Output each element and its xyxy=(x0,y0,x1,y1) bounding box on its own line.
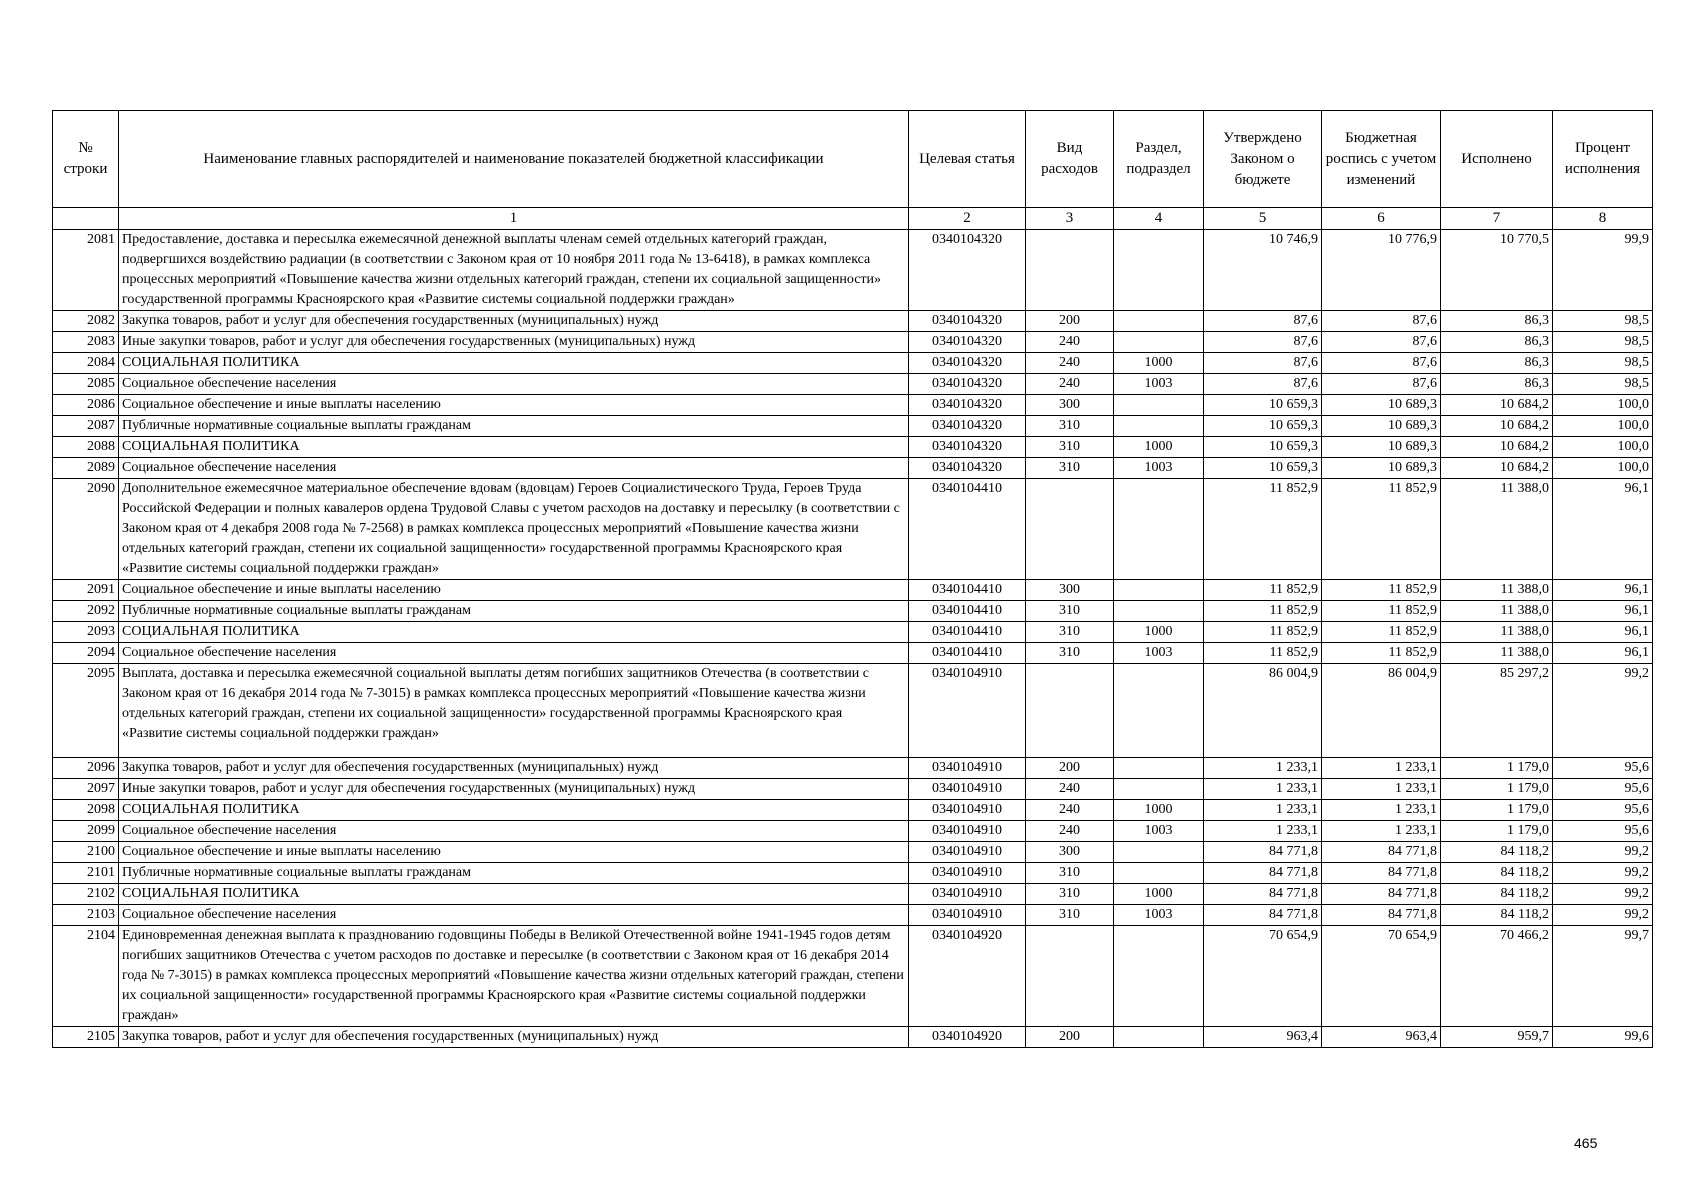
executed-cell: 1 179,0 xyxy=(1441,758,1553,779)
table-row xyxy=(53,905,1653,926)
section-cell xyxy=(1114,926,1204,1027)
section-cell xyxy=(1114,842,1204,863)
table-body xyxy=(53,230,1653,1048)
expense-type-cell: 310 xyxy=(1026,416,1114,437)
executed-cell: 10 684,2 xyxy=(1441,458,1553,479)
header-approved: Утверждено Законом о бюджете xyxy=(1204,111,1322,208)
column-number: 4 xyxy=(1114,208,1204,230)
table-row xyxy=(53,664,1653,758)
header-expense-type: Вид расходов xyxy=(1026,111,1114,208)
section-cell xyxy=(1114,580,1204,601)
percent-cell: 96,1 xyxy=(1553,643,1653,664)
row-number-cell: 2087 xyxy=(53,416,119,437)
executed-cell: 1 179,0 xyxy=(1441,800,1553,821)
expense-type-cell: 300 xyxy=(1026,842,1114,863)
percent-cell: 99,2 xyxy=(1553,884,1653,905)
row-number-cell: 2088 xyxy=(53,437,119,458)
table-row xyxy=(53,437,1653,458)
executed-cell: 11 388,0 xyxy=(1441,580,1553,601)
executed-cell: 84 118,2 xyxy=(1441,842,1553,863)
table-row xyxy=(53,758,1653,779)
name-cell: Закупка товаров, работ и услуг для обеспечения государственных (муниципальных) нужд xyxy=(119,311,909,332)
percent-cell: 99,2 xyxy=(1553,664,1653,758)
target-article-cell: 0340104910 xyxy=(909,800,1026,821)
percent-cell: 99,2 xyxy=(1553,863,1653,884)
target-article-cell: 0340104410 xyxy=(909,643,1026,664)
approved-cell: 1 233,1 xyxy=(1204,800,1322,821)
row-number-cell: 2086 xyxy=(53,395,119,416)
name-cell: Дополнительное ежемесячное материальное обеспечение вдовам (вдовцам) Героев Социалистического Труда, Героев Труда Российской Федерации и полных кавалеров ордена Трудовой Славы с учетом расходов на доставку и пересылку (в соответствии с Законом края от 4 декабря 2008 года № 7-2568) в рамках комплекса процессных мероприятий «Повышение качества жизни отдельных категорий граждан, степени их социальной защищенности» государственной программы Красноярского края «Развитие системы социальной поддержки граждан» xyxy=(119,479,909,580)
budget-list-cell: 84 771,8 xyxy=(1322,863,1441,884)
percent-cell: 95,6 xyxy=(1553,779,1653,800)
executed-cell: 10 770,5 xyxy=(1441,230,1553,311)
percent-cell: 95,6 xyxy=(1553,758,1653,779)
target-article-cell: 0340104910 xyxy=(909,664,1026,758)
column-number: 7 xyxy=(1441,208,1553,230)
row-number-cell: 2094 xyxy=(53,643,119,664)
column-number: 8 xyxy=(1553,208,1653,230)
percent-cell: 98,5 xyxy=(1553,332,1653,353)
budget-list-cell: 11 852,9 xyxy=(1322,643,1441,664)
percent-cell: 99,6 xyxy=(1553,1027,1653,1048)
executed-cell: 86,3 xyxy=(1441,374,1553,395)
header-row-number: № строки xyxy=(53,111,119,208)
name-cell: Выплата, доставка и пересылка ежемесячной социальной выплаты детям погибших защитников Отечества (в соответствии с Законом края от 16 декабря 2014 года № 7-3015) в рамках комплекса процессных мероприятий «Повышение качества жизни отдельных категорий граждан, степени их социальной защищенности» государственной программы Красноярского края «Развитие системы социальной поддержки граждан» xyxy=(119,664,909,758)
expense-type-cell: 300 xyxy=(1026,580,1114,601)
expense-type-cell: 310 xyxy=(1026,601,1114,622)
approved-cell: 84 771,8 xyxy=(1204,905,1322,926)
table-row xyxy=(53,863,1653,884)
executed-cell: 10 684,2 xyxy=(1441,437,1553,458)
executed-cell: 84 118,2 xyxy=(1441,863,1553,884)
section-cell xyxy=(1114,1027,1204,1048)
approved-cell: 84 771,8 xyxy=(1204,863,1322,884)
expense-type-cell: 240 xyxy=(1026,374,1114,395)
target-article-cell: 0340104320 xyxy=(909,374,1026,395)
header-target-article: Целевая статья xyxy=(909,111,1026,208)
executed-cell: 11 388,0 xyxy=(1441,601,1553,622)
table-row xyxy=(53,353,1653,374)
expense-type-cell xyxy=(1026,664,1114,758)
section-cell: 1000 xyxy=(1114,800,1204,821)
budget-list-cell: 1 233,1 xyxy=(1322,779,1441,800)
approved-cell: 84 771,8 xyxy=(1204,842,1322,863)
approved-cell: 1 233,1 xyxy=(1204,821,1322,842)
percent-cell: 98,5 xyxy=(1553,311,1653,332)
section-cell xyxy=(1114,664,1204,758)
executed-cell: 10 684,2 xyxy=(1441,395,1553,416)
name-cell: Социальное обеспечение и иные выплаты населению xyxy=(119,580,909,601)
target-article-cell: 0340104320 xyxy=(909,395,1026,416)
expense-type-cell: 200 xyxy=(1026,311,1114,332)
section-cell xyxy=(1114,311,1204,332)
target-article-cell: 0340104410 xyxy=(909,580,1026,601)
percent-cell: 99,2 xyxy=(1553,842,1653,863)
section-cell xyxy=(1114,230,1204,311)
section-cell: 1003 xyxy=(1114,643,1204,664)
budget-list-cell: 84 771,8 xyxy=(1322,884,1441,905)
section-cell xyxy=(1114,601,1204,622)
section-cell xyxy=(1114,416,1204,437)
target-article-cell: 0340104320 xyxy=(909,311,1026,332)
row-number-cell: 2100 xyxy=(53,842,119,863)
header-section: Раздел, подраздел xyxy=(1114,111,1204,208)
budget-list-cell: 11 852,9 xyxy=(1322,479,1441,580)
approved-cell: 87,6 xyxy=(1204,353,1322,374)
target-article-cell: 0340104910 xyxy=(909,779,1026,800)
table-row xyxy=(53,311,1653,332)
name-cell: Социальное обеспечение населения xyxy=(119,458,909,479)
table-row xyxy=(53,458,1653,479)
percent-cell: 99,9 xyxy=(1553,230,1653,311)
expense-type-cell: 310 xyxy=(1026,437,1114,458)
section-cell xyxy=(1114,758,1204,779)
row-number-cell: 2101 xyxy=(53,863,119,884)
budget-list-cell: 87,6 xyxy=(1322,332,1441,353)
section-cell: 1000 xyxy=(1114,437,1204,458)
section-cell: 1003 xyxy=(1114,905,1204,926)
target-article-cell: 0340104410 xyxy=(909,601,1026,622)
executed-cell: 1 179,0 xyxy=(1441,821,1553,842)
section-cell: 1000 xyxy=(1114,884,1204,905)
expense-type-cell: 300 xyxy=(1026,395,1114,416)
column-number: 3 xyxy=(1026,208,1114,230)
budget-list-cell: 87,6 xyxy=(1322,353,1441,374)
header-budget-list: Бюджетная роспись с учетом изменений xyxy=(1322,111,1441,208)
row-number-cell: 2092 xyxy=(53,601,119,622)
approved-cell: 87,6 xyxy=(1204,332,1322,353)
executed-cell: 11 388,0 xyxy=(1441,643,1553,664)
target-article-cell: 0340104910 xyxy=(909,821,1026,842)
row-number-cell: 2098 xyxy=(53,800,119,821)
expense-type-cell: 240 xyxy=(1026,332,1114,353)
budget-list-cell: 84 771,8 xyxy=(1322,842,1441,863)
name-cell: Закупка товаров, работ и услуг для обеспечения государственных (муниципальных) нужд xyxy=(119,1027,909,1048)
approved-cell: 87,6 xyxy=(1204,311,1322,332)
table-row xyxy=(53,416,1653,437)
name-cell: СОЦИАЛЬНАЯ ПОЛИТИКА xyxy=(119,800,909,821)
row-number-cell: 2095 xyxy=(53,664,119,758)
expense-type-cell: 200 xyxy=(1026,758,1114,779)
name-cell: Публичные нормативные социальные выплаты гражданам xyxy=(119,416,909,437)
budget-list-cell: 11 852,9 xyxy=(1322,580,1441,601)
budget-list-cell: 84 771,8 xyxy=(1322,905,1441,926)
table-row xyxy=(53,643,1653,664)
budget-list-cell: 10 689,3 xyxy=(1322,437,1441,458)
table-row xyxy=(53,821,1653,842)
approved-cell: 11 852,9 xyxy=(1204,479,1322,580)
budget-list-cell: 1 233,1 xyxy=(1322,821,1441,842)
expense-type-cell: 310 xyxy=(1026,458,1114,479)
percent-cell: 96,1 xyxy=(1553,601,1653,622)
target-article-cell: 0340104920 xyxy=(909,1027,1026,1048)
name-cell: Иные закупки товаров, работ и услуг для обеспечения государственных (муниципальных) нужд xyxy=(119,779,909,800)
approved-cell: 1 233,1 xyxy=(1204,779,1322,800)
approved-cell: 11 852,9 xyxy=(1204,622,1322,643)
table-row xyxy=(53,601,1653,622)
budget-list-cell: 1 233,1 xyxy=(1322,758,1441,779)
target-article-cell: 0340104320 xyxy=(909,416,1026,437)
budget-list-cell: 87,6 xyxy=(1322,374,1441,395)
target-article-cell: 0340104320 xyxy=(909,458,1026,479)
expense-type-cell: 240 xyxy=(1026,779,1114,800)
row-number-cell: 2082 xyxy=(53,311,119,332)
target-article-cell: 0340104410 xyxy=(909,622,1026,643)
name-cell: Социальное обеспечение населения xyxy=(119,643,909,664)
budget-list-cell: 1 233,1 xyxy=(1322,800,1441,821)
row-number-cell: 2104 xyxy=(53,926,119,1027)
target-article-cell: 0340104320 xyxy=(909,332,1026,353)
row-number-cell: 2103 xyxy=(53,905,119,926)
section-cell: 1003 xyxy=(1114,374,1204,395)
approved-cell: 10 659,3 xyxy=(1204,458,1322,479)
percent-cell: 98,5 xyxy=(1553,353,1653,374)
approved-cell: 86 004,9 xyxy=(1204,664,1322,758)
name-cell: Иные закупки товаров, работ и услуг для обеспечения государственных (муниципальных) нужд xyxy=(119,332,909,353)
table-row xyxy=(53,800,1653,821)
budget-list-cell: 963,4 xyxy=(1322,1027,1441,1048)
section-cell: 1000 xyxy=(1114,353,1204,374)
header-name: Наименование главных распорядителей и наименование показателей бюджетной классификации xyxy=(119,111,909,208)
section-cell: 1003 xyxy=(1114,458,1204,479)
name-cell: Предоставление, доставка и пересылка ежемесячной денежной выплаты членам семей отдельных категорий граждан, подвергшихся воздействию радиации (в соответствии с Законом края от 10 ноября 2011 года № 13-6418), в рамках комплекса процессных мероприятий «Повышение качества жизни отдельных категорий граждан, степени их социальной защищенности» государственной программы Красноярского края «Развитие системы социальной поддержки граждан» xyxy=(119,230,909,311)
executed-cell: 86,3 xyxy=(1441,332,1553,353)
name-cell: Социальное обеспечение населения xyxy=(119,905,909,926)
percent-cell: 96,1 xyxy=(1553,622,1653,643)
column-number xyxy=(53,208,119,230)
table-row xyxy=(53,842,1653,863)
executed-cell: 85 297,2 xyxy=(1441,664,1553,758)
percent-cell: 95,6 xyxy=(1553,821,1653,842)
approved-cell: 11 852,9 xyxy=(1204,580,1322,601)
target-article-cell: 0340104320 xyxy=(909,437,1026,458)
target-article-cell: 0340104910 xyxy=(909,863,1026,884)
table-row xyxy=(53,622,1653,643)
approved-cell: 84 771,8 xyxy=(1204,884,1322,905)
percent-cell: 99,2 xyxy=(1553,905,1653,926)
target-article-cell: 0340104910 xyxy=(909,905,1026,926)
percent-cell: 96,1 xyxy=(1553,479,1653,580)
target-article-cell: 0340104910 xyxy=(909,842,1026,863)
executed-cell: 86,3 xyxy=(1441,311,1553,332)
executed-cell: 1 179,0 xyxy=(1441,779,1553,800)
budget-list-cell: 10 689,3 xyxy=(1322,395,1441,416)
column-number-row xyxy=(53,208,1653,230)
executed-cell: 84 118,2 xyxy=(1441,884,1553,905)
expense-type-cell: 240 xyxy=(1026,800,1114,821)
budget-list-cell: 86 004,9 xyxy=(1322,664,1441,758)
budget-list-cell: 10 689,3 xyxy=(1322,416,1441,437)
target-article-cell: 0340104910 xyxy=(909,884,1026,905)
row-number-cell: 2102 xyxy=(53,884,119,905)
target-article-cell: 0340104910 xyxy=(909,758,1026,779)
column-number: 5 xyxy=(1204,208,1322,230)
expense-type-cell xyxy=(1026,926,1114,1027)
table-row xyxy=(53,779,1653,800)
percent-cell: 100,0 xyxy=(1553,395,1653,416)
name-cell: Единовременная денежная выплата к празднованию годовщины Победы в Великой Отечественной войне 1941-1945 годов детям погибших защитников Отечества с учетом расходов по доставке и пересылке (в соответствии с Законом края от 16 декабря 2014 года № 7-3015) в рамках комплекса процессных мероприятий «Повышение качества жизни отдельных категорий граждан, степени их социальной защищенности» государственной программы Красноярского края «Развитие системы социальной поддержки граждан» xyxy=(119,926,909,1027)
expense-type-cell: 310 xyxy=(1026,622,1114,643)
section-cell xyxy=(1114,779,1204,800)
expense-type-cell xyxy=(1026,230,1114,311)
percent-cell: 98,5 xyxy=(1553,374,1653,395)
executed-cell: 70 466,2 xyxy=(1441,926,1553,1027)
name-cell: Публичные нормативные социальные выплаты гражданам xyxy=(119,863,909,884)
name-cell: Социальное обеспечение населения xyxy=(119,821,909,842)
table-row xyxy=(53,479,1653,580)
approved-cell: 10 659,3 xyxy=(1204,437,1322,458)
table-row xyxy=(53,374,1653,395)
budget-execution-table xyxy=(52,110,1653,1048)
section-cell xyxy=(1114,479,1204,580)
header-executed: Исполнено xyxy=(1441,111,1553,208)
target-article-cell: 0340104320 xyxy=(909,353,1026,374)
approved-cell: 87,6 xyxy=(1204,374,1322,395)
row-number-cell: 2081 xyxy=(53,230,119,311)
table-row xyxy=(53,884,1653,905)
executed-cell: 959,7 xyxy=(1441,1027,1553,1048)
row-number-cell: 2090 xyxy=(53,479,119,580)
table-row xyxy=(53,230,1653,311)
approved-cell: 1 233,1 xyxy=(1204,758,1322,779)
executed-cell: 11 388,0 xyxy=(1441,622,1553,643)
row-number-cell: 2091 xyxy=(53,580,119,601)
section-cell xyxy=(1114,395,1204,416)
percent-cell: 100,0 xyxy=(1553,416,1653,437)
name-cell: Социальное обеспечение населения xyxy=(119,374,909,395)
row-number-cell: 2096 xyxy=(53,758,119,779)
executed-cell: 84 118,2 xyxy=(1441,905,1553,926)
column-number: 2 xyxy=(909,208,1026,230)
budget-list-cell: 70 654,9 xyxy=(1322,926,1441,1027)
expense-type-cell: 310 xyxy=(1026,905,1114,926)
executed-cell: 10 684,2 xyxy=(1441,416,1553,437)
approved-cell: 963,4 xyxy=(1204,1027,1322,1048)
budget-list-cell: 10 689,3 xyxy=(1322,458,1441,479)
table-row xyxy=(53,395,1653,416)
target-article-cell: 0340104920 xyxy=(909,926,1026,1027)
section-cell: 1003 xyxy=(1114,821,1204,842)
row-number-cell: 2089 xyxy=(53,458,119,479)
table-header xyxy=(53,111,1653,230)
name-cell: СОЦИАЛЬНАЯ ПОЛИТИКА xyxy=(119,437,909,458)
column-number: 1 xyxy=(119,208,909,230)
section-cell xyxy=(1114,863,1204,884)
approved-cell: 10 746,9 xyxy=(1204,230,1322,311)
row-number-cell: 2105 xyxy=(53,1027,119,1048)
percent-cell: 96,1 xyxy=(1553,580,1653,601)
approved-cell: 11 852,9 xyxy=(1204,643,1322,664)
header-percent: Процент исполнения xyxy=(1553,111,1653,208)
expense-type-cell: 240 xyxy=(1026,353,1114,374)
section-cell: 1000 xyxy=(1114,622,1204,643)
executed-cell: 86,3 xyxy=(1441,353,1553,374)
table-row xyxy=(53,926,1653,1027)
approved-cell: 10 659,3 xyxy=(1204,395,1322,416)
budget-list-cell: 10 776,9 xyxy=(1322,230,1441,311)
name-cell: СОЦИАЛЬНАЯ ПОЛИТИКА xyxy=(119,884,909,905)
row-number-cell: 2099 xyxy=(53,821,119,842)
name-cell: Социальное обеспечение и иные выплаты населению xyxy=(119,842,909,863)
row-number-cell: 2097 xyxy=(53,779,119,800)
table-row xyxy=(53,1027,1653,1048)
expense-type-cell: 310 xyxy=(1026,863,1114,884)
name-cell: Публичные нормативные социальные выплаты гражданам xyxy=(119,601,909,622)
approved-cell: 10 659,3 xyxy=(1204,416,1322,437)
target-article-cell: 0340104410 xyxy=(909,479,1026,580)
row-number-cell: 2085 xyxy=(53,374,119,395)
approved-cell: 11 852,9 xyxy=(1204,601,1322,622)
percent-cell: 100,0 xyxy=(1553,458,1653,479)
budget-list-cell: 11 852,9 xyxy=(1322,601,1441,622)
percent-cell: 99,7 xyxy=(1553,926,1653,1027)
percent-cell: 100,0 xyxy=(1553,437,1653,458)
expense-type-cell: 310 xyxy=(1026,643,1114,664)
section-cell xyxy=(1114,332,1204,353)
row-number-cell: 2084 xyxy=(53,353,119,374)
budget-list-cell: 11 852,9 xyxy=(1322,622,1441,643)
page-number: 465 xyxy=(1574,1135,1598,1151)
name-cell: СОЦИАЛЬНАЯ ПОЛИТИКА xyxy=(119,353,909,374)
expense-type-cell: 200 xyxy=(1026,1027,1114,1048)
executed-cell: 11 388,0 xyxy=(1441,479,1553,580)
row-number-cell: 2093 xyxy=(53,622,119,643)
table-row xyxy=(53,332,1653,353)
name-cell: СОЦИАЛЬНАЯ ПОЛИТИКА xyxy=(119,622,909,643)
name-cell: Закупка товаров, работ и услуг для обеспечения государственных (муниципальных) нужд xyxy=(119,758,909,779)
header-row xyxy=(53,111,1653,208)
expense-type-cell xyxy=(1026,479,1114,580)
table-row xyxy=(53,580,1653,601)
percent-cell: 95,6 xyxy=(1553,800,1653,821)
expense-type-cell: 310 xyxy=(1026,884,1114,905)
name-cell: Социальное обеспечение и иные выплаты населению xyxy=(119,395,909,416)
budget-list-cell: 87,6 xyxy=(1322,311,1441,332)
row-number-cell: 2083 xyxy=(53,332,119,353)
target-article-cell: 0340104320 xyxy=(909,230,1026,311)
expense-type-cell: 240 xyxy=(1026,821,1114,842)
column-number: 6 xyxy=(1322,208,1441,230)
approved-cell: 70 654,9 xyxy=(1204,926,1322,1027)
